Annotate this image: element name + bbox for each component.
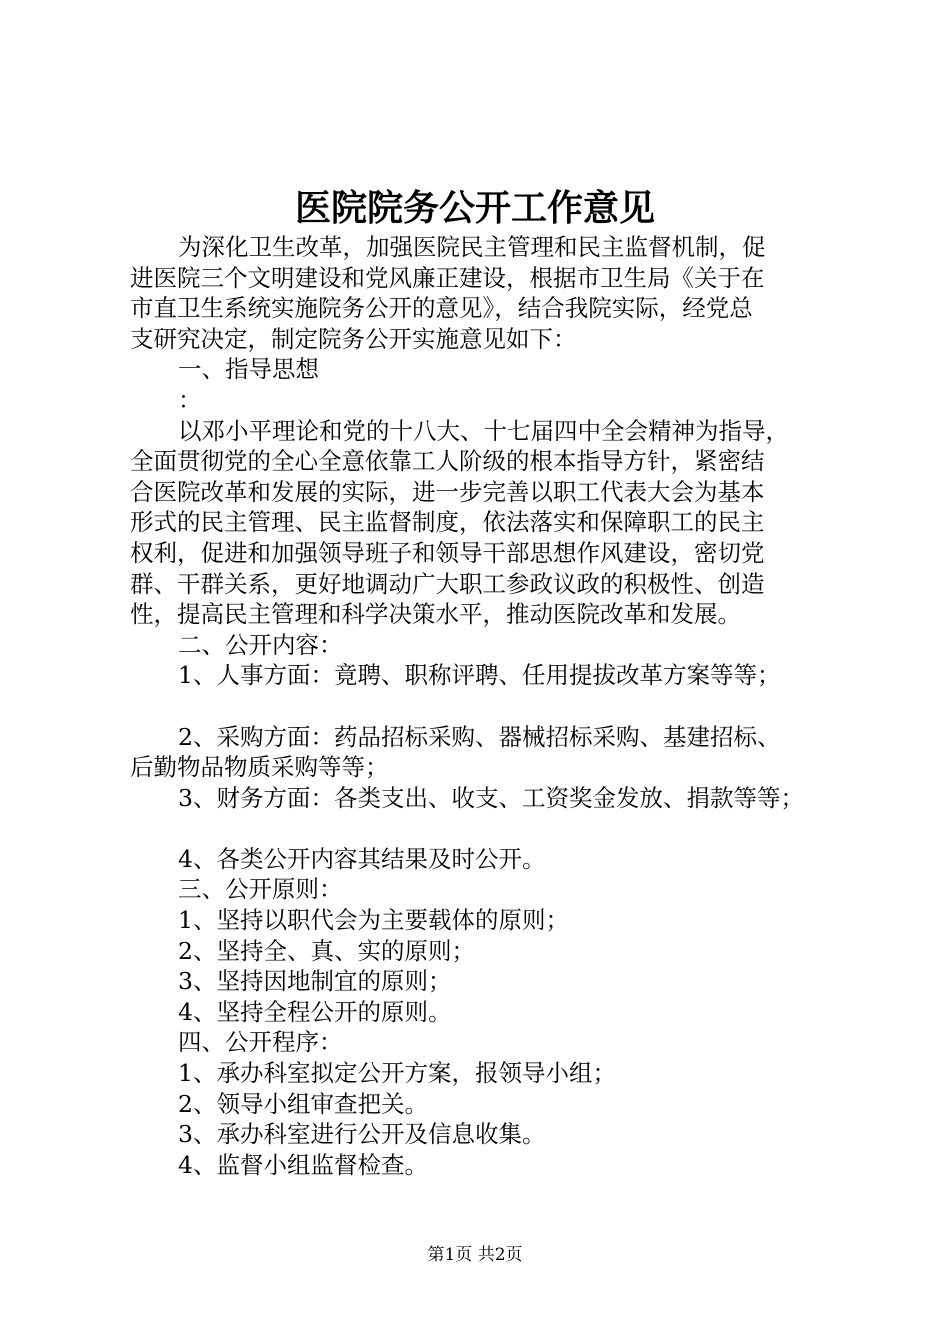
list-item: 4、坚持全程公开的原则。 <box>178 997 452 1026</box>
paragraph-line: 权利，促进和加强领导班子和领导干部思想作风建设，密切党 <box>130 538 765 567</box>
list-item: 1、人事方面：竟聘、职称评聘、任用提拔改革方案等等； <box>178 661 781 690</box>
paragraph-line: 支研究决定，制定院务公开实施意见如下： <box>130 324 577 353</box>
list-item: 3、财务方面：各类支出、收支、工资奖金发放、捐款等等； <box>178 783 804 812</box>
section-heading: 一、指导思想 <box>178 355 319 384</box>
paragraph-line: 以邓小平理论和党的十八大、十七届四中全会精神为指导， <box>178 416 789 445</box>
list-item: 3、坚持因地制宜的原则； <box>178 967 452 996</box>
paragraph-line: 性，提高民主管理和科学决策水平，推动医院改革和发展。 <box>130 600 741 629</box>
paragraph-line: 全面贯彻党的全心全意依靠工人阶级的根本指导方针，紧密结 <box>130 447 765 476</box>
list-item: 2、采购方面：药品招标采购、器械招标采购、基建招标、 <box>178 722 781 751</box>
list-item: 2、坚持全、真、实的原则； <box>178 936 475 965</box>
list-item-continuation: 后勤物品物质采购等等； <box>130 753 389 782</box>
paragraph-line: 合医院改革和发展的实际，进一步完善以职工代表大会为基本 <box>130 477 765 506</box>
paragraph-line: 形式的民主管理、民主监督制度，依法落实和保障职工的民主 <box>130 508 765 537</box>
section-heading: 四、公开程序： <box>178 1028 343 1057</box>
paragraph-line: 为深化卫生改革，加强医院民主管理和民主监督机制，促 <box>178 233 766 261</box>
paragraph-line: ： <box>178 385 202 414</box>
section-heading: 三、公开原则： <box>178 875 343 904</box>
list-item: 3、承办科室进行公开及信息收集。 <box>178 1120 546 1149</box>
list-item: 1、承办科室拟定公开方案，报领导小组； <box>178 1059 616 1088</box>
document-body <box>130 232 840 1180</box>
paragraph-line: 群、干群关系，更好地调动广大职工参政议政的积极性、创造 <box>130 569 765 598</box>
paragraph-line: 进医院三个文明建设和党风廉正建设，根据市卫生局《关于在 <box>130 263 765 292</box>
page-footer: 第1页 共2页 <box>427 1245 523 1265</box>
list-item: 1、坚持以职代会为主要载体的原则； <box>178 906 569 935</box>
section-heading: 二、公开内容： <box>178 630 343 659</box>
list-item: 4、各类公开内容其结果及时公开。 <box>178 844 546 873</box>
paragraph-line: 市直卫生系统实施院务公开的意见》，结合我院实际，经党总 <box>130 294 753 323</box>
document-title: 医院院务公开工作意见 <box>294 187 655 229</box>
list-item: 4、监督小组监督检查。 <box>178 1150 428 1179</box>
list-item: 2、领导小组审查把关。 <box>178 1089 428 1118</box>
